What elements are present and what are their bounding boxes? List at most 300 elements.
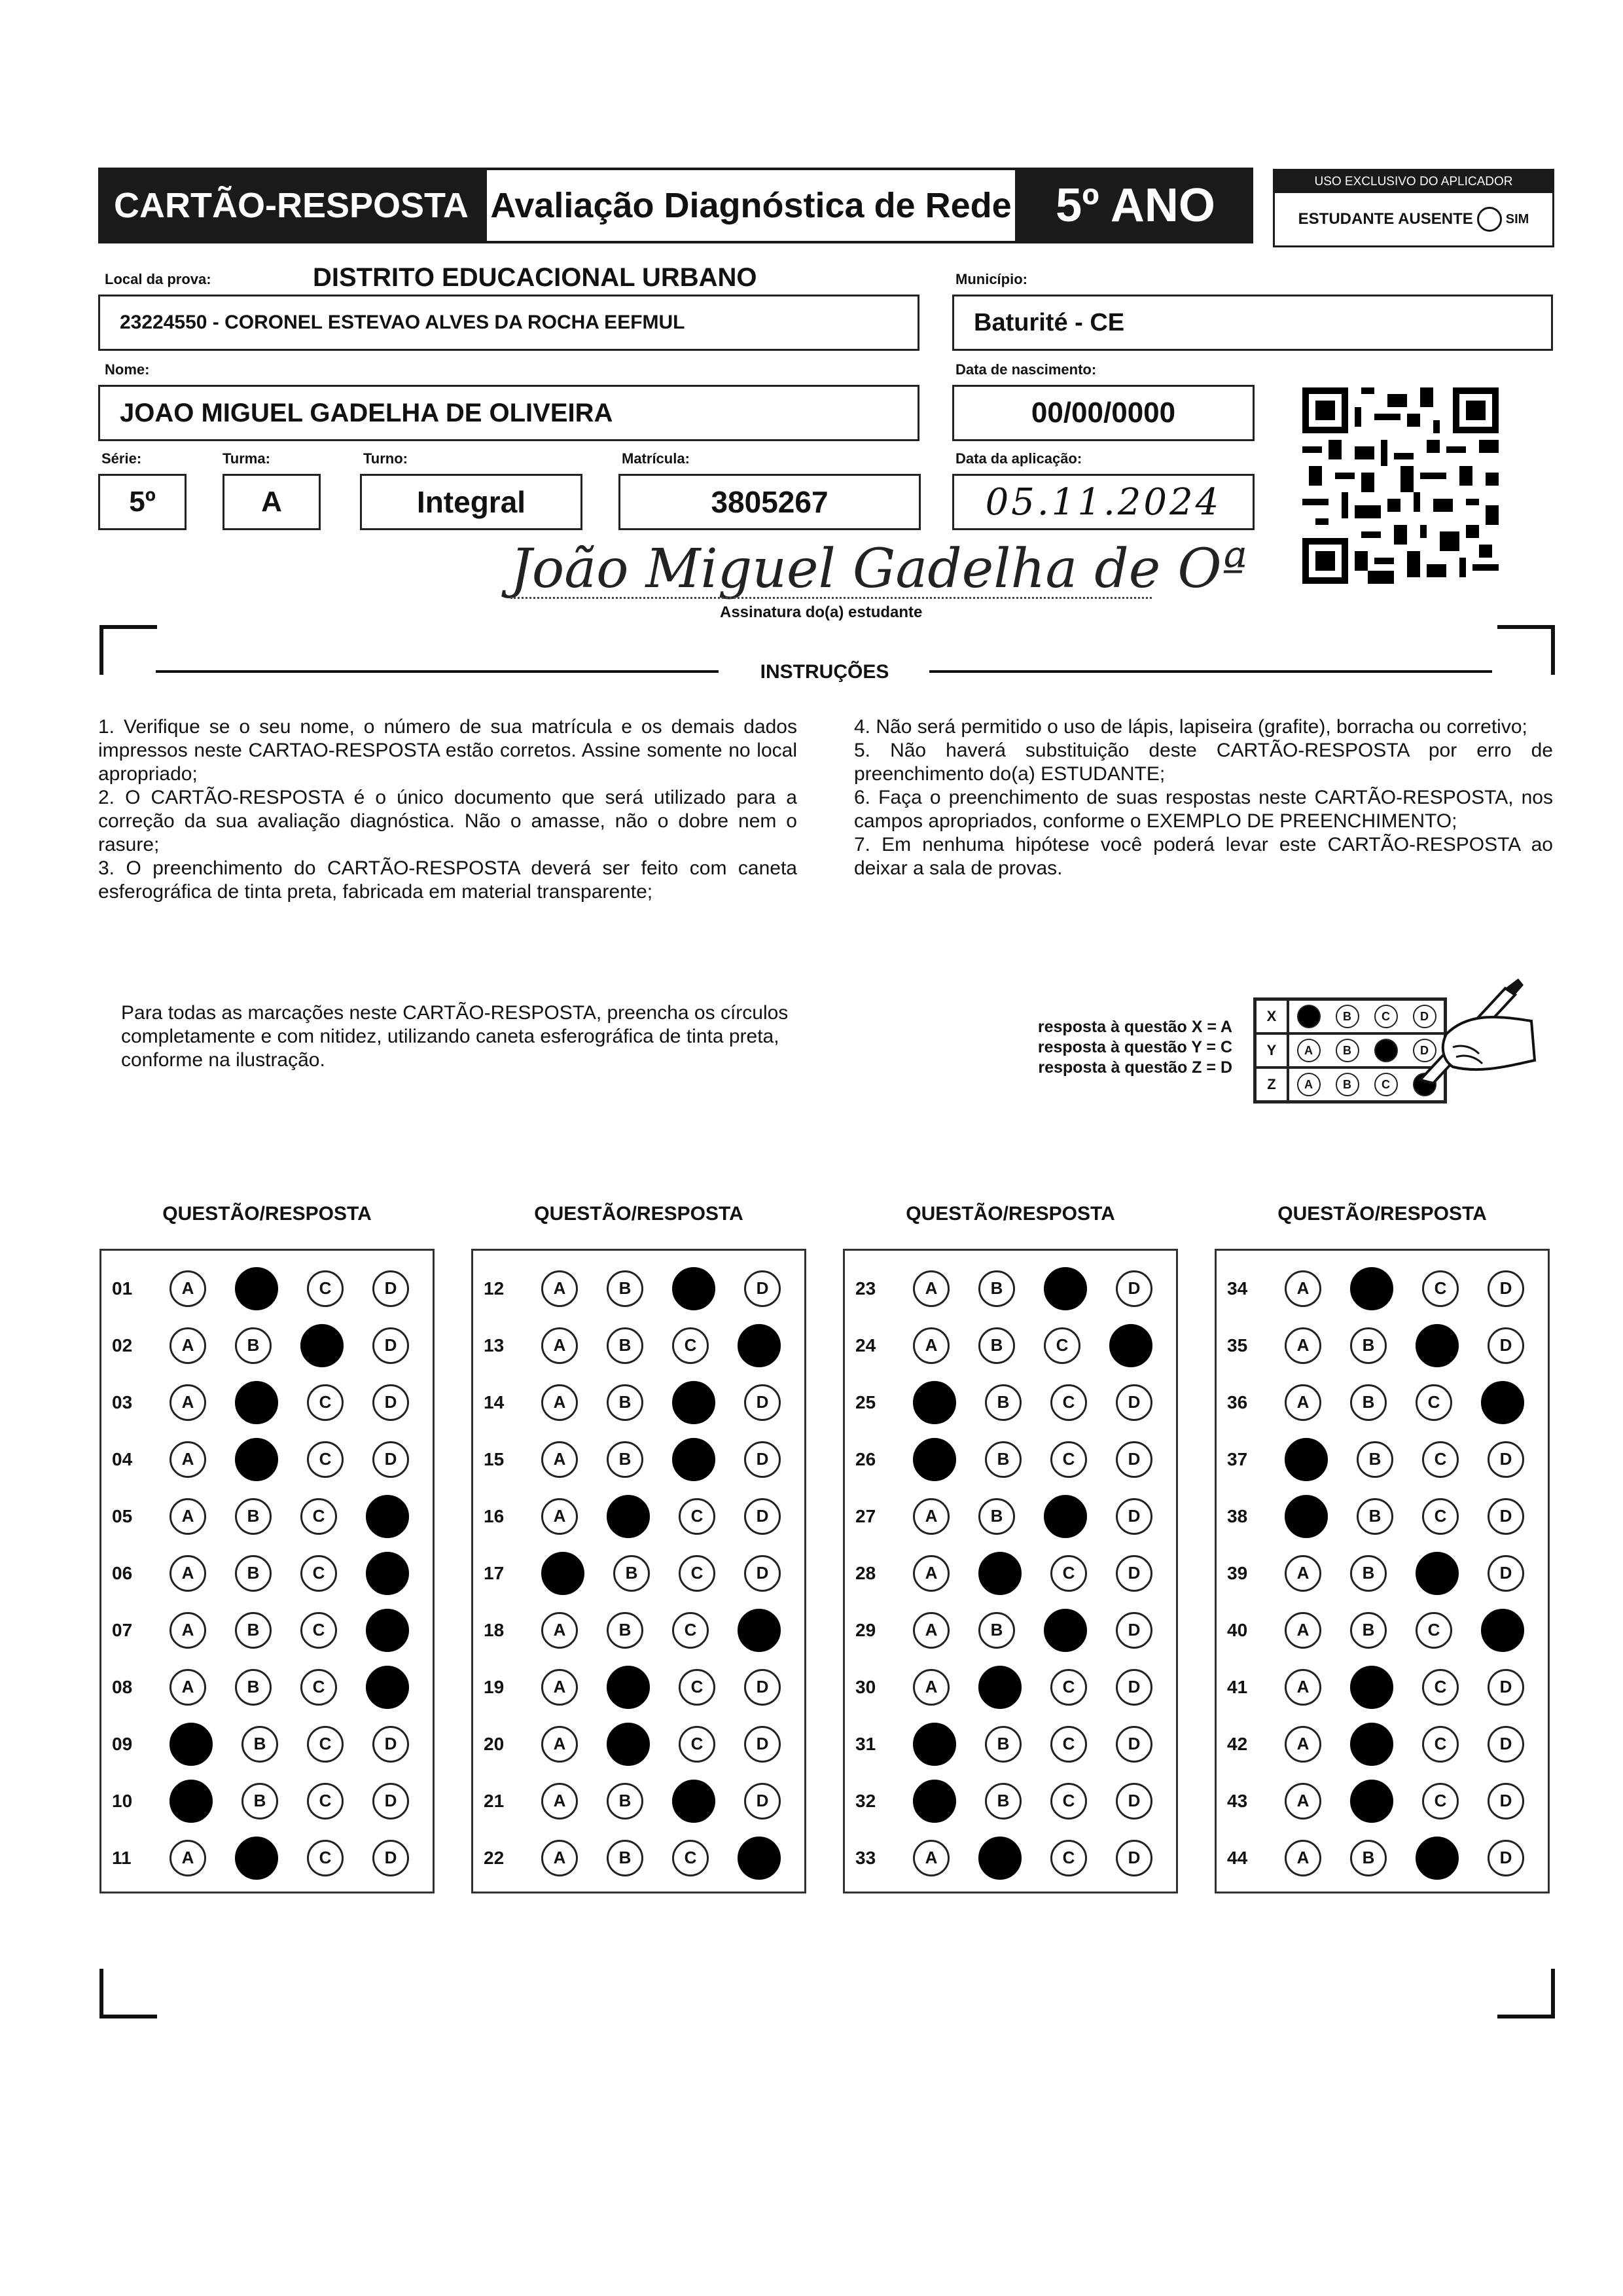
- aplicacao-field: [952, 474, 1255, 530]
- answer-bubble-d[interactable]: D: [372, 1726, 409, 1763]
- question-number: 12: [484, 1278, 505, 1299]
- answer-bubble-c[interactable]: C: [1422, 1783, 1459, 1820]
- answer-grid: [1215, 1249, 1550, 1893]
- qr-code: [1302, 387, 1499, 584]
- answer-row: [845, 1659, 1176, 1715]
- question-number: 33: [855, 1847, 876, 1868]
- answer-bubble-c[interactable]: C: [679, 1669, 715, 1706]
- answer-bubble-d[interactable]: D: [744, 1726, 781, 1763]
- answer-bubble-b[interactable]: B: [235, 1612, 272, 1649]
- answer-row: [473, 1715, 804, 1772]
- answer-bubble-b[interactable]: B: [985, 1441, 1022, 1478]
- turno-label: Turno:: [363, 450, 408, 467]
- school-value: 23224550 - CORONEL ESTEVAO ALVES DA ROCHA EEFMUL: [120, 312, 685, 333]
- answer-bubble-a[interactable]: A: [541, 1669, 578, 1706]
- question-number: 35: [1227, 1335, 1248, 1355]
- answer-row: [1217, 1829, 1548, 1886]
- answer-bubble-a[interactable]: A: [913, 1612, 950, 1649]
- example-bubble-c: C: [1374, 1005, 1398, 1028]
- example-bubble-d: D: [1413, 1039, 1436, 1062]
- answer-bubble-c[interactable]: C: [1422, 1441, 1459, 1478]
- answer-row: [101, 1829, 433, 1886]
- answer-bubble-b[interactable]: B: [607, 1783, 643, 1820]
- question-number: 39: [1227, 1562, 1248, 1583]
- answer-bubble-d[interactable]: [1481, 1609, 1524, 1652]
- answer-bubble-d[interactable]: D: [372, 1270, 409, 1307]
- answer-bubble-a[interactable]: A: [1285, 1840, 1321, 1876]
- answer-bubble-b[interactable]: [1350, 1723, 1393, 1766]
- answer-bubble-b[interactable]: B: [1357, 1441, 1393, 1478]
- answer-bubble-b[interactable]: B: [1357, 1498, 1393, 1535]
- answer-bubble-b[interactable]: B: [607, 1612, 643, 1649]
- answer-bubble-a[interactable]: A: [169, 1327, 206, 1364]
- instruction-item: 5. Não haverá substituição deste CARTÃO-RESPOSTA por erro de preenchimento do(a) ESTUDANTE;: [854, 740, 1553, 785]
- answer-bubble-c[interactable]: C: [300, 1612, 337, 1649]
- signature-label: Assinatura do(a) estudante: [720, 603, 923, 621]
- answer-bubble-a[interactable]: A: [541, 1726, 578, 1763]
- instruction-item: 2. O CARTÃO-RESPOSTA é o único documento que será utilizado para a correção da sua avaliação diagnóstica. Não o amasse, não o dobre nem o rasure;: [98, 787, 797, 855]
- answer-column-header: QUESTÃO/RESPOSTA: [534, 1203, 743, 1225]
- local-label: Local da prova:: [105, 271, 211, 287]
- answer-bubble-a[interactable]: A: [169, 1669, 206, 1706]
- matricula-label: Matrícula:: [622, 450, 690, 467]
- question-number: 32: [855, 1790, 876, 1811]
- signature-line: [510, 597, 1152, 599]
- answer-bubble-d[interactable]: D: [1488, 1783, 1524, 1820]
- answer-bubble-c[interactable]: C: [307, 1783, 344, 1820]
- answer-bubble-d[interactable]: D: [1488, 1327, 1524, 1364]
- answer-bubble-b[interactable]: B: [1350, 1384, 1387, 1421]
- answer-bubble-c[interactable]: C: [1050, 1840, 1087, 1876]
- answer-bubble-d[interactable]: D: [1116, 1270, 1152, 1307]
- example-legend-line: resposta à questão Y = C: [1037, 1038, 1232, 1056]
- answer-row: [473, 1317, 804, 1374]
- answer-bubble-a[interactable]: [169, 1723, 213, 1766]
- answer-row: [101, 1317, 433, 1374]
- question-number: 20: [484, 1733, 505, 1754]
- example-question-label: Z: [1255, 1067, 1288, 1102]
- question-number: 06: [112, 1562, 133, 1583]
- answer-row: [845, 1374, 1176, 1431]
- answer-bubble-c[interactable]: [1416, 1552, 1459, 1595]
- answer-row: [473, 1602, 804, 1659]
- answer-bubble-c[interactable]: C: [1416, 1384, 1452, 1421]
- question-number: 27: [855, 1505, 876, 1526]
- answer-bubble-a[interactable]: A: [1285, 1612, 1321, 1649]
- answer-bubble-c[interactable]: C: [1050, 1783, 1087, 1820]
- answer-bubble-a[interactable]: [169, 1780, 213, 1823]
- answer-bubble-c[interactable]: C: [1050, 1555, 1087, 1592]
- answer-bubble-d[interactable]: [738, 1837, 781, 1880]
- answer-bubble-a[interactable]: [1285, 1438, 1328, 1481]
- answer-bubble-c[interactable]: C: [672, 1327, 709, 1364]
- answer-bubble-b[interactable]: B: [607, 1384, 643, 1421]
- question-number: 05: [112, 1505, 133, 1526]
- answer-bubble-b[interactable]: B: [985, 1783, 1022, 1820]
- answer-bubble-d[interactable]: D: [1116, 1783, 1152, 1820]
- answer-bubble-c[interactable]: C: [1044, 1327, 1080, 1364]
- answer-row: [845, 1431, 1176, 1488]
- answer-column-header: QUESTÃO/RESPOSTA: [1277, 1203, 1487, 1225]
- example-question-label: X: [1255, 999, 1288, 1033]
- answer-bubble-d[interactable]: D: [1488, 1555, 1524, 1592]
- question-number: 26: [855, 1448, 876, 1469]
- answer-bubble-d[interactable]: D: [1116, 1612, 1152, 1649]
- answer-grid: [99, 1249, 435, 1893]
- answer-bubble-d[interactable]: D: [744, 1783, 781, 1820]
- answer-bubble-c[interactable]: [1416, 1324, 1459, 1367]
- answer-bubble-a[interactable]: A: [169, 1270, 206, 1307]
- answer-bubble-a[interactable]: A: [169, 1840, 206, 1876]
- answer-bubble-c[interactable]: C: [672, 1840, 709, 1876]
- answer-bubble-c[interactable]: C: [300, 1498, 337, 1535]
- answer-bubble-d[interactable]: D: [1488, 1498, 1524, 1535]
- question-number: 42: [1227, 1733, 1248, 1754]
- answer-bubble-c[interactable]: C: [1050, 1384, 1087, 1421]
- question-number: 36: [1227, 1391, 1248, 1412]
- answer-bubble-b[interactable]: B: [613, 1555, 650, 1592]
- absent-checkbox[interactable]: [1477, 207, 1502, 232]
- answer-bubble-a[interactable]: A: [913, 1327, 950, 1364]
- answer-bubble-a[interactable]: A: [1285, 1669, 1321, 1706]
- answer-row: [473, 1488, 804, 1545]
- answer-bubble-d[interactable]: [366, 1552, 409, 1595]
- answer-bubble-c[interactable]: [1416, 1837, 1459, 1880]
- answer-bubble-a[interactable]: A: [541, 1840, 578, 1876]
- answer-bubble-c[interactable]: C: [300, 1555, 337, 1592]
- answer-bubble-d[interactable]: D: [1488, 1726, 1524, 1763]
- answer-row: [845, 1488, 1176, 1545]
- answer-row: [845, 1545, 1176, 1602]
- answer-bubble-b[interactable]: B: [985, 1384, 1022, 1421]
- answer-bubble-d[interactable]: D: [1116, 1441, 1152, 1478]
- question-number: 37: [1227, 1448, 1248, 1469]
- question-number: 31: [855, 1733, 876, 1754]
- question-number: 19: [484, 1676, 505, 1697]
- answer-bubble-c[interactable]: C: [1050, 1441, 1087, 1478]
- answer-bubble-b[interactable]: B: [978, 1270, 1015, 1307]
- answer-bubble-a[interactable]: A: [541, 1270, 578, 1307]
- corner-mark-tl: [99, 625, 157, 675]
- answer-bubble-b[interactable]: [978, 1666, 1022, 1709]
- applicator-box: [1273, 169, 1554, 247]
- answer-bubble-c[interactable]: C: [679, 1726, 715, 1763]
- answer-bubble-a[interactable]: A: [1285, 1726, 1321, 1763]
- question-number: 29: [855, 1619, 876, 1640]
- answer-bubble-a[interactable]: A: [541, 1612, 578, 1649]
- answer-bubble-a[interactable]: A: [913, 1555, 950, 1592]
- answer-bubble-b[interactable]: B: [607, 1270, 643, 1307]
- answer-bubble-d[interactable]: D: [372, 1840, 409, 1876]
- answer-bubble-a[interactable]: A: [541, 1441, 578, 1478]
- answer-bubble-d[interactable]: D: [372, 1441, 409, 1478]
- example-question-label: Y: [1255, 1033, 1288, 1067]
- example-bubble-a: [1297, 1005, 1321, 1028]
- answer-bubble-c[interactable]: [1044, 1609, 1087, 1652]
- example-bubble-c: [1374, 1039, 1398, 1062]
- question-number: 38: [1227, 1505, 1248, 1526]
- answer-row: [845, 1715, 1176, 1772]
- answer-bubble-b[interactable]: B: [241, 1783, 278, 1820]
- answer-row: [1217, 1374, 1548, 1431]
- instructions-rule-left: [156, 670, 719, 673]
- answer-row: [473, 1431, 804, 1488]
- question-number: 02: [112, 1335, 133, 1355]
- answer-bubble-b[interactable]: B: [241, 1726, 278, 1763]
- answer-bubble-b[interactable]: [978, 1837, 1022, 1880]
- nascimento-label: Data de nascimento:: [955, 361, 1097, 378]
- corner-mark-tr: [1497, 625, 1555, 675]
- answer-bubble-d[interactable]: D: [1116, 1840, 1152, 1876]
- question-number: 08: [112, 1676, 133, 1697]
- answer-bubble-c[interactable]: C: [679, 1498, 715, 1535]
- answer-grid: [471, 1249, 806, 1893]
- answer-bubble-b[interactable]: [1350, 1780, 1393, 1823]
- answer-bubble-a[interactable]: A: [541, 1327, 578, 1364]
- turno-field: [360, 474, 582, 530]
- answer-row: [1217, 1772, 1548, 1829]
- question-number: 18: [484, 1619, 505, 1640]
- answer-bubble-d[interactable]: [366, 1495, 409, 1538]
- answer-bubble-a[interactable]: A: [913, 1498, 950, 1535]
- answer-bubble-d[interactable]: D: [1116, 1384, 1152, 1421]
- instructions-title: INSTRUÇÕES: [760, 661, 889, 683]
- question-number: 15: [484, 1448, 505, 1469]
- answer-bubble-b[interactable]: B: [1350, 1555, 1387, 1592]
- answer-bubble-a[interactable]: A: [1285, 1783, 1321, 1820]
- answer-bubble-b[interactable]: B: [607, 1327, 643, 1364]
- question-number: 44: [1227, 1847, 1248, 1868]
- answer-bubble-d[interactable]: [366, 1666, 409, 1709]
- answer-bubble-b[interactable]: B: [1350, 1327, 1387, 1364]
- example-bubble-a: A: [1297, 1039, 1321, 1062]
- answer-bubble-a[interactable]: A: [1285, 1270, 1321, 1307]
- serie-value: 5º: [129, 486, 156, 518]
- example-bubble-a: A: [1297, 1073, 1321, 1096]
- answer-bubble-c[interactable]: C: [307, 1384, 344, 1421]
- answer-bubble-b[interactable]: [607, 1495, 650, 1538]
- answer-bubble-c[interactable]: C: [1422, 1270, 1459, 1307]
- answer-bubble-a[interactable]: A: [541, 1783, 578, 1820]
- answer-bubble-a[interactable]: A: [913, 1270, 950, 1307]
- municipio-value: Baturité - CE: [974, 308, 1125, 336]
- answer-row: [101, 1659, 433, 1715]
- answer-row: [101, 1772, 433, 1829]
- answer-bubble-d[interactable]: D: [1116, 1726, 1152, 1763]
- answer-row: [101, 1431, 433, 1488]
- municipio-field: [952, 295, 1553, 351]
- answer-bubble-d[interactable]: D: [744, 1498, 781, 1535]
- answer-row: [101, 1260, 433, 1317]
- instruction-item: 3. O preenchimento do CARTÃO-RESPOSTA deverá ser feito com caneta esferográfica de tinta preta, fabricada em material transparente;: [98, 857, 797, 903]
- answer-bubble-b[interactable]: [235, 1438, 278, 1481]
- answer-bubble-c[interactable]: C: [307, 1441, 344, 1478]
- answer-bubble-d[interactable]: D: [744, 1669, 781, 1706]
- question-number: 40: [1227, 1619, 1248, 1640]
- municipio-label: Município:: [955, 271, 1027, 287]
- answer-bubble-a[interactable]: A: [169, 1441, 206, 1478]
- answer-bubble-b[interactable]: B: [607, 1840, 643, 1876]
- instruction-item: 1. Verifique se o seu nome, o número de sua matrícula e os demais dados impressos neste CARTAO-RESPOSTA estão corretos. Assine somente no local apropriado;: [98, 716, 797, 785]
- answer-bubble-b[interactable]: [235, 1837, 278, 1880]
- answer-bubble-a[interactable]: A: [169, 1555, 206, 1592]
- answer-bubble-b[interactable]: [235, 1381, 278, 1424]
- fill-note: Para todas as marcações neste CARTÃO-RESPOSTA, preencha os círculos completamente e com nitidez, utilizando caneta esferográfica de tinta preta, conforme na ilustração.: [121, 1002, 789, 1071]
- answer-bubble-a[interactable]: A: [541, 1498, 578, 1535]
- nome-value: JOAO MIGUEL GADELHA DE OLIVEIRA: [120, 398, 613, 427]
- answer-bubble-d[interactable]: D: [372, 1384, 409, 1421]
- answer-bubble-d[interactable]: [738, 1609, 781, 1652]
- answer-bubble-d[interactable]: D: [744, 1441, 781, 1478]
- answer-bubble-d[interactable]: D: [744, 1270, 781, 1307]
- answer-bubble-b[interactable]: B: [978, 1612, 1015, 1649]
- answer-bubble-b[interactable]: B: [1350, 1612, 1387, 1649]
- answer-bubble-c[interactable]: [1044, 1267, 1087, 1310]
- answer-bubble-d[interactable]: [738, 1324, 781, 1367]
- answer-bubble-c[interactable]: C: [679, 1555, 715, 1592]
- answer-row: [845, 1317, 1176, 1374]
- answer-bubble-a[interactable]: A: [169, 1384, 206, 1421]
- question-number: 23: [855, 1278, 876, 1299]
- answer-bubble-d[interactable]: D: [1116, 1498, 1152, 1535]
- answer-row: [1217, 1545, 1548, 1602]
- answer-bubble-a[interactable]: A: [1285, 1327, 1321, 1364]
- answer-bubble-d[interactable]: D: [744, 1384, 781, 1421]
- answer-bubble-d[interactable]: [1109, 1324, 1152, 1367]
- matricula-field: [618, 474, 921, 530]
- absent-option: SIM: [1505, 211, 1529, 226]
- answer-bubble-a[interactable]: [913, 1381, 956, 1424]
- answer-bubble-c[interactable]: C: [307, 1840, 344, 1876]
- corner-mark-br: [1497, 1969, 1555, 2018]
- answer-bubble-d[interactable]: [366, 1609, 409, 1652]
- answer-bubble-d[interactable]: D: [372, 1783, 409, 1820]
- answer-row: [845, 1829, 1176, 1886]
- answer-bubble-d[interactable]: D: [1488, 1441, 1524, 1478]
- answer-bubble-c[interactable]: [300, 1324, 344, 1367]
- answer-bubble-a[interactable]: [541, 1552, 584, 1595]
- answer-bubble-b[interactable]: B: [978, 1327, 1015, 1364]
- answer-bubble-d[interactable]: D: [1488, 1669, 1524, 1706]
- answer-bubble-c[interactable]: C: [307, 1726, 344, 1763]
- answer-bubble-c[interactable]: C: [300, 1669, 337, 1706]
- answer-bubble-a[interactable]: [913, 1723, 956, 1766]
- answer-bubble-a[interactable]: A: [169, 1612, 206, 1649]
- answer-bubble-c[interactable]: [672, 1780, 715, 1823]
- nome-label: Nome:: [105, 361, 150, 378]
- answer-bubble-b[interactable]: B: [235, 1669, 272, 1706]
- answer-bubble-a[interactable]: A: [913, 1840, 950, 1876]
- instruction-item: 7. Em nenhuma hipótese você poderá levar este CARTÃO-RESPOSTA ao deixar a sala de provas.: [854, 834, 1553, 879]
- turma-value: A: [261, 486, 282, 518]
- answer-bubble-a[interactable]: A: [913, 1669, 950, 1706]
- answer-bubble-a[interactable]: A: [1285, 1555, 1321, 1592]
- answer-bubble-b[interactable]: [607, 1666, 650, 1709]
- answer-row: [1217, 1602, 1548, 1659]
- answer-row: [1217, 1317, 1548, 1374]
- question-number: 24: [855, 1335, 876, 1355]
- answer-bubble-d[interactable]: D: [744, 1555, 781, 1592]
- nascimento-field: [952, 385, 1255, 441]
- answer-bubble-b[interactable]: [1350, 1267, 1393, 1310]
- answer-bubble-a[interactable]: [913, 1438, 956, 1481]
- question-number: 14: [484, 1391, 505, 1412]
- answer-row: [1217, 1431, 1548, 1488]
- instructions-rule-right: [929, 670, 1492, 673]
- answer-bubble-b[interactable]: B: [978, 1498, 1015, 1535]
- question-number: 10: [112, 1790, 133, 1811]
- answer-bubble-b[interactable]: [235, 1267, 278, 1310]
- answer-row: [101, 1715, 433, 1772]
- answer-bubble-b[interactable]: B: [235, 1555, 272, 1592]
- question-number: 34: [1227, 1278, 1248, 1299]
- answer-bubble-c[interactable]: [672, 1438, 715, 1481]
- answer-bubble-d[interactable]: [1481, 1381, 1524, 1424]
- turma-field: [223, 474, 321, 530]
- question-number: 03: [112, 1391, 133, 1412]
- question-number: 25: [855, 1391, 876, 1412]
- answer-bubble-c[interactable]: C: [672, 1612, 709, 1649]
- answer-bubble-b[interactable]: [978, 1552, 1022, 1595]
- question-number: 01: [112, 1278, 133, 1299]
- answer-row: [1217, 1260, 1548, 1317]
- district: DISTRITO EDUCACIONAL URBANO: [313, 263, 757, 292]
- serie-label: Série:: [101, 450, 142, 467]
- answer-bubble-a[interactable]: A: [541, 1384, 578, 1421]
- nome-field: [98, 385, 919, 441]
- answer-row: [845, 1602, 1176, 1659]
- turma-label: Turma:: [223, 450, 270, 467]
- answer-bubble-a[interactable]: [1285, 1495, 1328, 1538]
- answer-bubble-b[interactable]: B: [235, 1498, 272, 1535]
- answer-bubble-c[interactable]: C: [1422, 1669, 1459, 1706]
- answer-row: [1217, 1659, 1548, 1715]
- answer-bubble-b[interactable]: B: [985, 1726, 1022, 1763]
- answer-bubble-c[interactable]: [672, 1381, 715, 1424]
- answer-row: [473, 1829, 804, 1886]
- answer-bubble-c[interactable]: [672, 1267, 715, 1310]
- answer-bubble-b[interactable]: [1350, 1666, 1393, 1709]
- answer-bubble-d[interactable]: D: [1488, 1840, 1524, 1876]
- aplicacao-label: Data da aplicação:: [955, 450, 1082, 467]
- grade-badge: 5º ANO: [1018, 168, 1253, 243]
- answer-bubble-d[interactable]: D: [1116, 1669, 1152, 1706]
- answer-row: [473, 1659, 804, 1715]
- answer-bubble-c[interactable]: C: [1422, 1498, 1459, 1535]
- answer-bubble-c[interactable]: C: [1416, 1612, 1452, 1649]
- answer-bubble-b[interactable]: B: [1350, 1840, 1387, 1876]
- answer-bubble-b[interactable]: B: [607, 1441, 643, 1478]
- answer-bubble-c[interactable]: C: [1422, 1726, 1459, 1763]
- answer-bubble-b[interactable]: [607, 1723, 650, 1766]
- applicator-label: USO EXCLUSIVO DO APLICADOR: [1275, 171, 1552, 193]
- answer-bubble-a[interactable]: [913, 1780, 956, 1823]
- answer-bubble-d[interactable]: D: [1488, 1270, 1524, 1307]
- answer-bubble-d[interactable]: D: [1116, 1555, 1152, 1592]
- answer-bubble-d[interactable]: D: [372, 1327, 409, 1364]
- answer-row: [101, 1488, 433, 1545]
- answer-row: [1217, 1488, 1548, 1545]
- question-number: 11: [112, 1847, 132, 1868]
- answer-bubble-b[interactable]: B: [235, 1327, 272, 1364]
- answer-bubble-c[interactable]: C: [1050, 1726, 1087, 1763]
- answer-bubble-a[interactable]: A: [1285, 1384, 1321, 1421]
- pen-hand-icon: [1407, 975, 1538, 1086]
- answer-bubble-a[interactable]: A: [169, 1498, 206, 1535]
- answer-bubble-c[interactable]: C: [307, 1270, 344, 1307]
- answer-bubble-c[interactable]: C: [1050, 1669, 1087, 1706]
- answer-bubble-c[interactable]: [1044, 1495, 1087, 1538]
